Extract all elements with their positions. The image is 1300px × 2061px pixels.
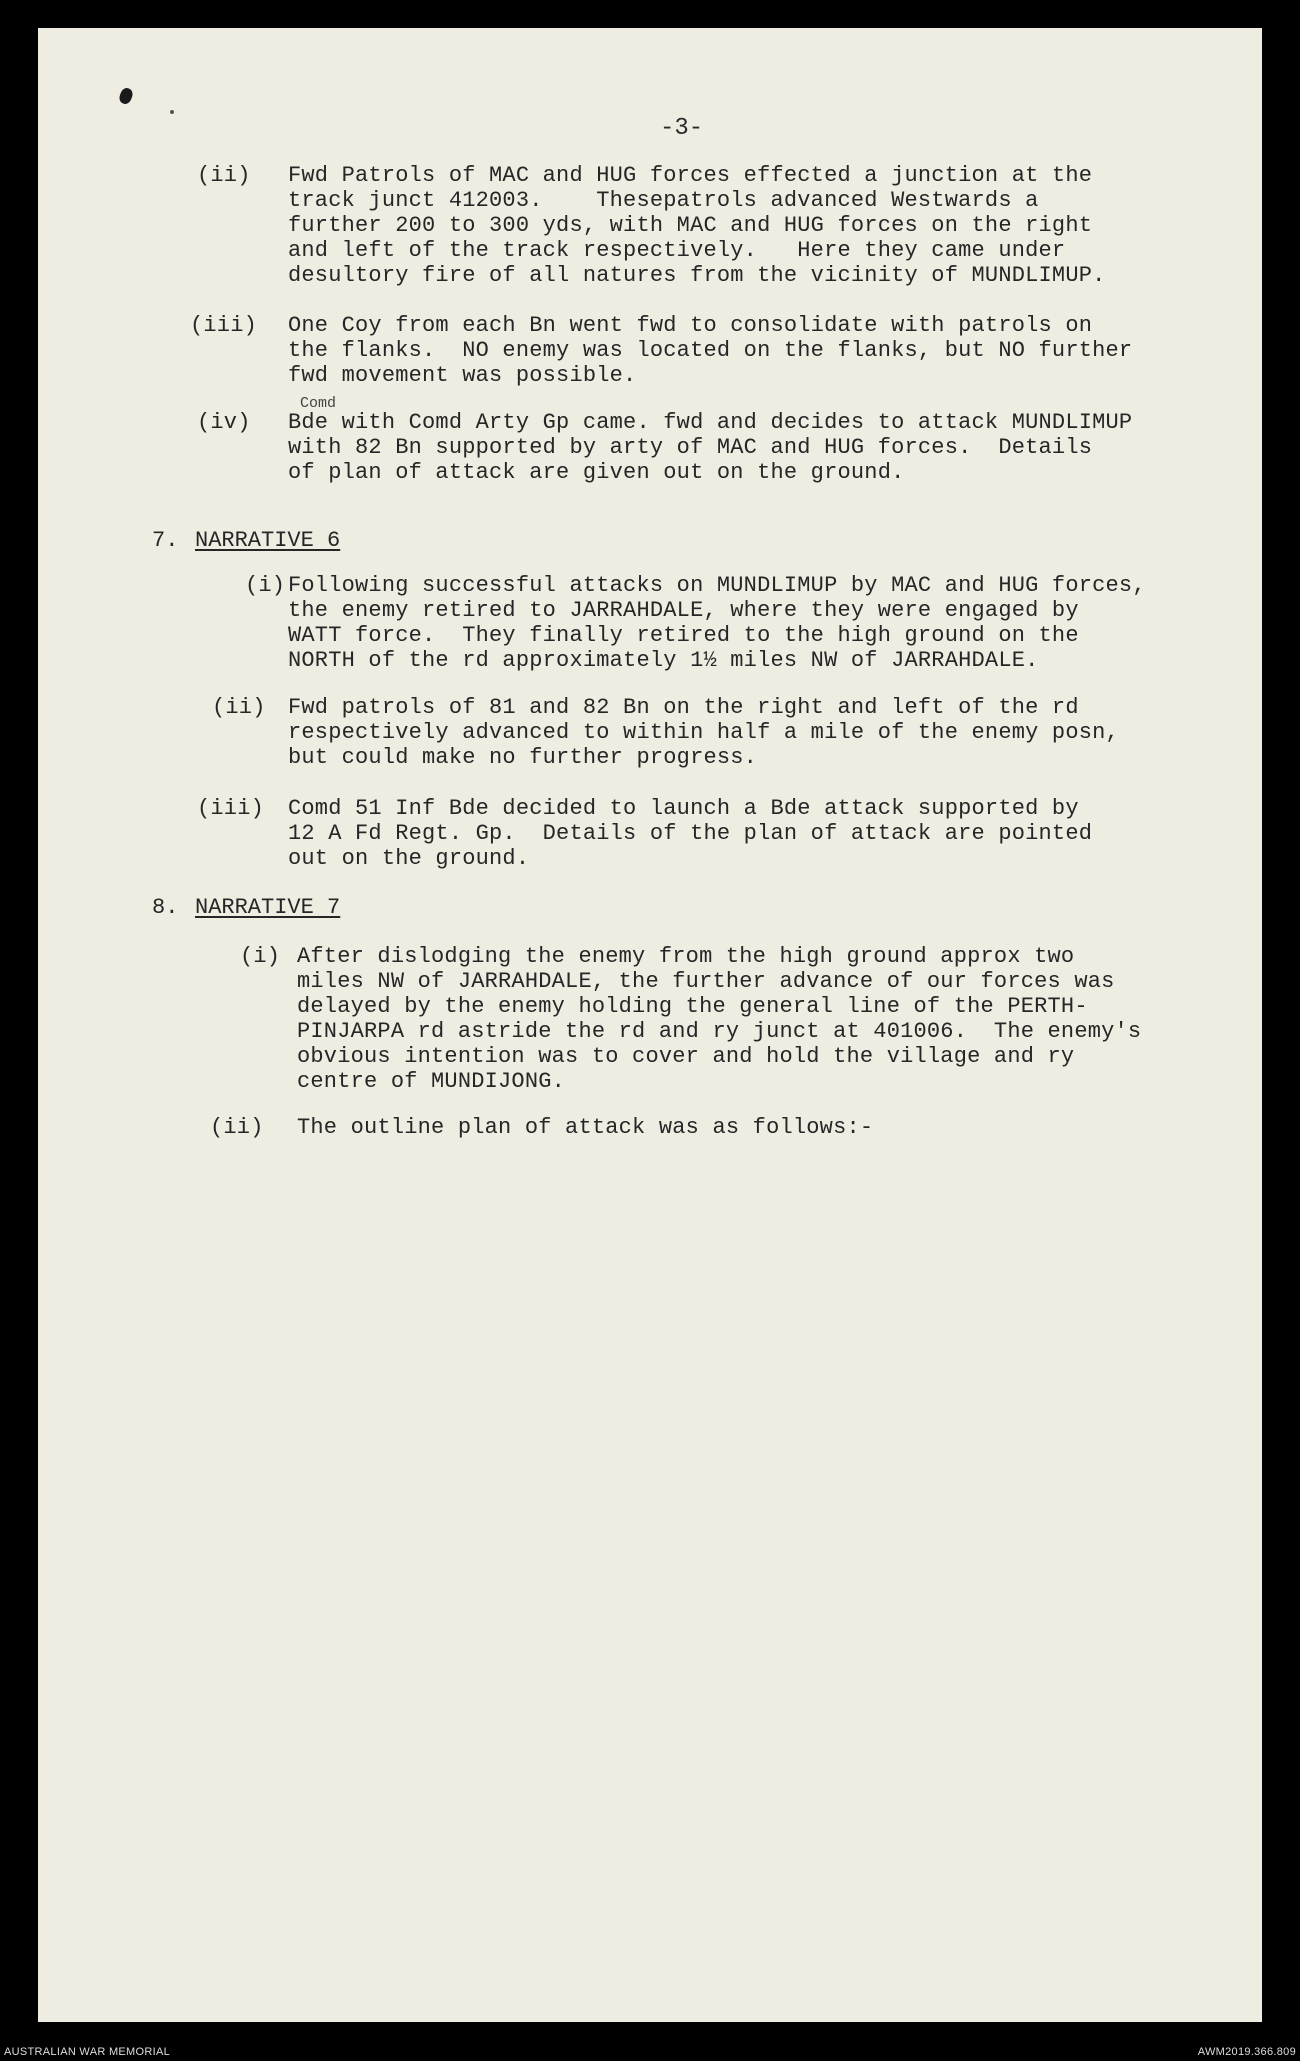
text-line: miles NW of JARRAHDALE, the further advance of our forces was <box>297 969 1115 994</box>
text-line: delayed by the enemy holding the general line of the PERTH- <box>297 994 1088 1019</box>
section-number: 8. <box>152 895 179 920</box>
item-label: (ii) <box>212 695 266 720</box>
text-line: The outline plan of attack was as follows:- <box>297 1115 874 1140</box>
text-line: centre of MUNDIJONG. <box>297 1069 566 1094</box>
text-line: After dislodging the enemy from the high ground approx two <box>297 944 1075 969</box>
handwritten-insert: Comd <box>300 395 337 412</box>
section-number: 7. <box>152 528 179 553</box>
text-line: respectively advanced to within half a mile of the enemy posn, <box>288 720 1119 745</box>
page-number: -3- <box>660 115 704 142</box>
section-heading: NARRATIVE 6 <box>195 528 341 553</box>
text-line: Following successful attacks on MUNDLIMUP by MAC and HUG forces, <box>288 573 1146 598</box>
text-line: track junct 412003. Thesepatrols advanced Westwards a <box>288 188 1039 213</box>
text-line: Comd 51 Inf Bde decided to launch a Bde attack supported by <box>288 796 1079 821</box>
text-line: obvious intention was to cover and hold the village and ry <box>297 1044 1075 1069</box>
text-line: Bde with Comd Arty Gp came. fwd and decides to attack MUNDLIMUP <box>288 410 1133 435</box>
item-label: (iii) <box>190 313 258 338</box>
text-line: Fwd Patrols of MAC and HUG forces effected a junction at the <box>288 163 1093 188</box>
text-line: WATT force. They finally retired to the high ground on the <box>288 623 1079 648</box>
text-line: of plan of attack are given out on the ground. <box>288 460 905 485</box>
text-line: Fwd patrols of 81 and 82 Bn on the right and left of the rd <box>288 695 1079 720</box>
ink-speck <box>170 110 174 114</box>
text-line: desultory fire of all natures from the vicinity of MUNDLIMUP. <box>288 263 1106 288</box>
text-line: the enemy retired to JARRAHDALE, where they were engaged by <box>288 598 1079 623</box>
item-label: (iii) <box>197 796 265 821</box>
text-line: One Coy from each Bn went fwd to consolidate with patrols on <box>288 313 1093 338</box>
footer-right: AWM2019.366.809 <box>1197 2046 1296 2058</box>
text-line: further 200 to 300 yds, with MAC and HUG forces on the right <box>288 213 1093 238</box>
section-heading: NARRATIVE 7 <box>195 895 341 920</box>
text-line: PINJARPA rd astride the rd and ry junct at 401006. The enemy's <box>297 1019 1142 1044</box>
text-line: and left of the track respectively. Here they came under <box>288 238 1066 263</box>
item-label: (i) <box>240 944 281 969</box>
text-line: NORTH of the rd approximately 1½ miles NW of JARRAHDALE. <box>288 648 1039 673</box>
text-line: fwd movement was possible. <box>288 363 637 388</box>
text-line: 12 A Fd Regt. Gp. Details of the plan of attack are pointed <box>288 821 1093 846</box>
footer-left: AUSTRALIAN WAR MEMORIAL <box>4 2046 171 2058</box>
item-label: (ii) <box>210 1115 264 1140</box>
text-line: out on the ground. <box>288 846 530 871</box>
text-line: the flanks. NO enemy was located on the flanks, but NO further <box>288 338 1133 363</box>
item-label: (iv) <box>197 410 251 435</box>
text-line: with 82 Bn supported by arty of MAC and HUG forces. Details <box>288 435 1093 460</box>
item-label: (ii) <box>197 163 251 188</box>
item-label: (i) <box>245 573 286 598</box>
text-line: but could make no further progress. <box>288 745 758 770</box>
